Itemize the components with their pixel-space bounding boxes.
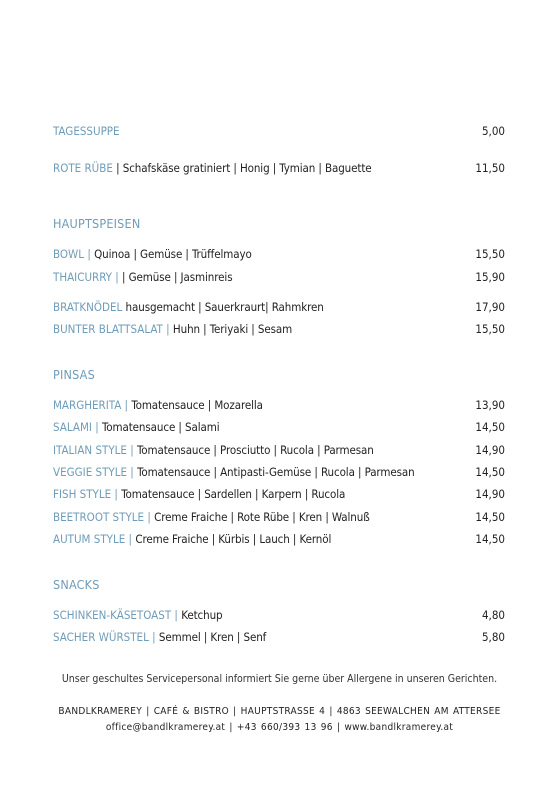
- menu-item-rote-ruebe: [53, 161, 505, 175]
- item-price: 15,90: [475, 270, 505, 284]
- menu-item-beetroot-style: [53, 510, 505, 524]
- item-name: THAICURRY |: [53, 270, 123, 284]
- item-description: Huhn | Teriyaki | Sesam: [172, 322, 293, 336]
- menu-item-autum-style: [53, 532, 505, 546]
- item-name: BUNTER BLATTSALAT |: [53, 322, 173, 336]
- item-name: SACHER WÜRSTEL |: [53, 630, 159, 644]
- item-description: Ketchup: [181, 608, 223, 622]
- menu-item-blattsalat: [53, 322, 505, 336]
- item-price: 14,50: [475, 532, 505, 546]
- item-name: ROTE RÜBE: [53, 161, 117, 175]
- menu-item-fish-style: [53, 487, 505, 501]
- item-description: | Gemüse | Jasminreis: [122, 270, 233, 284]
- item-price: 15,50: [475, 247, 505, 261]
- item-description: Quinoa | Gemüse | Trüffelmayo: [94, 247, 252, 261]
- item-description: Tomatensauce | Prosciutto | Rucola | Parmesan: [137, 443, 374, 457]
- item-price: 14,90: [475, 487, 505, 501]
- item-price: 5,80: [481, 630, 505, 644]
- allergy-note: Unser geschultes Servicepersonal informiert Sie gerne über Allergene in unseren Gerichten.: [61, 673, 498, 685]
- item-description: Tomatensauce | Antipasti-Gemüse | Rucola | Parmesan: [137, 465, 415, 479]
- section-title-snacks: SNACKS: [53, 577, 100, 592]
- item-name: BOWL |: [53, 247, 95, 261]
- item-price: 14,90: [475, 443, 505, 457]
- item-name: VEGGIE STYLE |: [53, 465, 138, 479]
- item-price: 17,90: [475, 300, 505, 314]
- item-price: 14,50: [475, 420, 505, 434]
- menu-item-sacher-wuerstel: [53, 630, 505, 644]
- item-price: 14,50: [475, 510, 505, 524]
- item-description: Creme Fraiche | Rote Rübe | Kren | Walnuß: [154, 510, 370, 524]
- item-description: hausgemacht | Sauerkraurt| Rahmkren: [125, 300, 324, 314]
- item-name: SALAMI |: [53, 420, 102, 434]
- menu-item-thaicurry: [53, 270, 505, 284]
- footer-address: BANDLKRAMEREY | CAFÉ & BISTRO | HAUPTSTRASSE 4 | 4863 SEEWALCHEN AM ATTERSEE: [58, 706, 501, 717]
- item-name: ITALIAN STYLE |: [53, 443, 138, 457]
- item-description: Tomatensauce | Mozarella: [131, 398, 263, 412]
- footer-contact: office@bandlkramerey.at | +43 660/393 13 96 | www.bandlkramerey.at: [105, 722, 454, 733]
- section-title-tagessuppe: TAGESSUPPE: [53, 124, 120, 138]
- menu-item-bratknoedel: [53, 300, 505, 314]
- item-price: 4,80: [481, 608, 505, 622]
- section-title-hauptspeisen: HAUPTSPEISEN: [53, 216, 141, 231]
- item-price: 14,50: [475, 465, 505, 479]
- item-name: MARGHERITA |: [53, 398, 132, 412]
- item-price: 15,50: [475, 322, 505, 336]
- menu-item-tagessuppe: [53, 124, 505, 138]
- item-price: 5,00: [481, 124, 505, 138]
- item-name: BRATKNÖDEL: [53, 300, 126, 314]
- item-name: SCHINKEN-KÄSETOAST |: [53, 608, 182, 622]
- item-name: BEETROOT STYLE |: [53, 510, 155, 524]
- menu-item-bowl: [53, 247, 505, 261]
- item-name: AUTUM STYLE |: [53, 532, 136, 546]
- menu-item-kaesetoast: [53, 608, 505, 622]
- item-description: Tomatensauce | Sardellen | Karpern | Rucola: [121, 487, 346, 501]
- item-description: Semmel | Kren | Senf: [158, 630, 267, 644]
- item-name: FISH STYLE |: [53, 487, 122, 501]
- menu-item-veggie-style: [53, 465, 505, 479]
- item-price: 11,50: [475, 161, 505, 175]
- item-description: | Schafskäse gratiniert | Honig | Tymian | Baguette: [116, 161, 372, 175]
- menu-item-salami: [53, 420, 505, 434]
- menu-item-italian-style: [53, 443, 505, 457]
- section-title-pinsas: PINSAS: [53, 367, 95, 382]
- item-description: Tomatensauce | Salami: [102, 420, 220, 434]
- menu-item-margherita: [53, 398, 505, 412]
- item-description: Creme Fraiche | Kürbis | Lauch | Kernöl: [135, 532, 332, 546]
- item-price: 13,90: [475, 398, 505, 412]
